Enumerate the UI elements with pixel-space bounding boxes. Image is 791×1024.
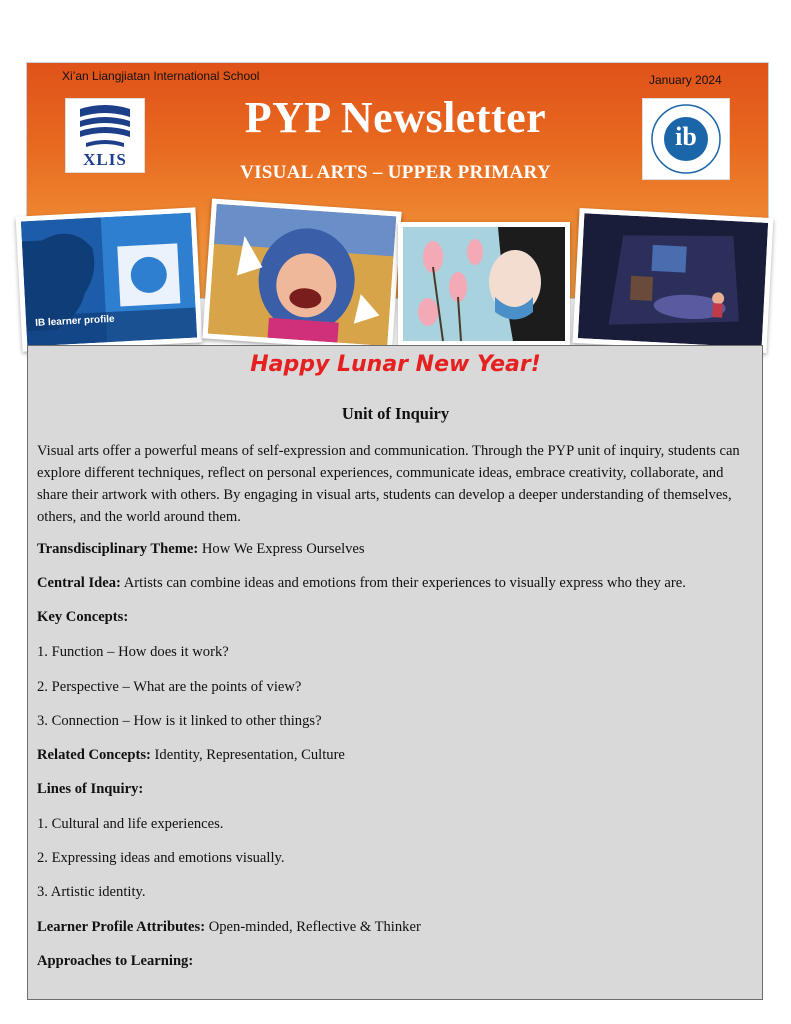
theme-label: Transdisciplinary Theme: — [37, 541, 199, 557]
magnolia-girl-artwork-icon — [403, 227, 565, 341]
lunar-new-year-greeting: Happy Lunar New Year! — [250, 352, 541, 377]
lines-of-inquiry-label — [37, 781, 143, 798]
key-concept-item: 3. Connection – How is it linked to other things? — [37, 713, 322, 729]
inquiry-line-item: 3. Artistic identity. — [37, 884, 146, 900]
issue-date: January 2024 — [649, 73, 722, 87]
learner-profile-attributes — [37, 919, 421, 936]
intro-paragraph: Visual arts offer a powerful means of self-expression and communication. Through the PYP unit of inquiry, students can explore different techniques, reflect on personal experiences, communicate ideas, embrace creativity, collaborate, and share their artwork with others. By engaging in visual arts, students can develop a deeper understanding of themselves, others, and the world around them. — [37, 443, 740, 525]
school-name: Xi’an Liangjiatan International School — [62, 69, 260, 83]
central-idea-value: Artists can combine ideas and emotions from their experiences to visually express who they are. — [120, 575, 686, 591]
learner-profile-label: IB learner profile — [34, 313, 115, 329]
dark-bedroom-artwork-icon — [578, 213, 768, 347]
learner-profile-value: Open-minded, Reflective & Thinker — [205, 919, 421, 935]
ib-logo — [642, 98, 730, 180]
related-concepts — [37, 747, 345, 764]
magnolia-girl-artwork — [398, 222, 570, 346]
transdisciplinary-theme — [37, 541, 365, 558]
key-concepts-label — [37, 609, 128, 626]
inquiry-line-item: 1. Cultural and life experiences. — [37, 816, 224, 832]
lines-of-inquiry-label-text: Lines of Inquiry: — [37, 781, 144, 797]
key-concept-item: 1. Function – How does it work? — [37, 644, 229, 660]
approaches-to-learning-label-text: Approaches to Learning: — [37, 953, 194, 969]
xlis-logo — [65, 98, 145, 173]
inquiry-line-item: 2. Expressing ideas and emotions visually. — [37, 850, 285, 866]
theme-value: How We Express Ourselves — [198, 541, 365, 557]
key-concept-item: 2. Perspective – What are the points of view? — [37, 679, 302, 695]
dark-bedroom-artwork — [573, 208, 774, 353]
related-concepts-label: Related Concepts: — [37, 747, 151, 763]
related-concepts-value: Identity, Representation, Culture — [150, 747, 345, 763]
laughing-face-artwork-icon — [208, 204, 397, 346]
learner-profile-label-text: Learner Profile Attributes: — [37, 919, 206, 935]
ib-logo-text: ib — [675, 122, 697, 151]
newsletter-subtitle: VISUAL ARTS – UPPER PRIMARY — [240, 162, 551, 183]
unit-of-inquiry-heading: Unit of Inquiry — [341, 404, 450, 423]
key-concepts-label-text: Key Concepts: — [37, 609, 129, 625]
approaches-to-learning-label — [37, 953, 193, 970]
xlis-logo-text: XLIS — [83, 150, 127, 169]
learner-profile-poster — [16, 207, 203, 351]
xlis-emblem-icon — [66, 99, 144, 151]
newsletter-title: PYP Newsletter — [244, 93, 547, 142]
central-idea — [37, 575, 686, 592]
central-idea-label: Central Idea: — [37, 575, 121, 591]
laughing-face-artwork — [202, 199, 401, 352]
